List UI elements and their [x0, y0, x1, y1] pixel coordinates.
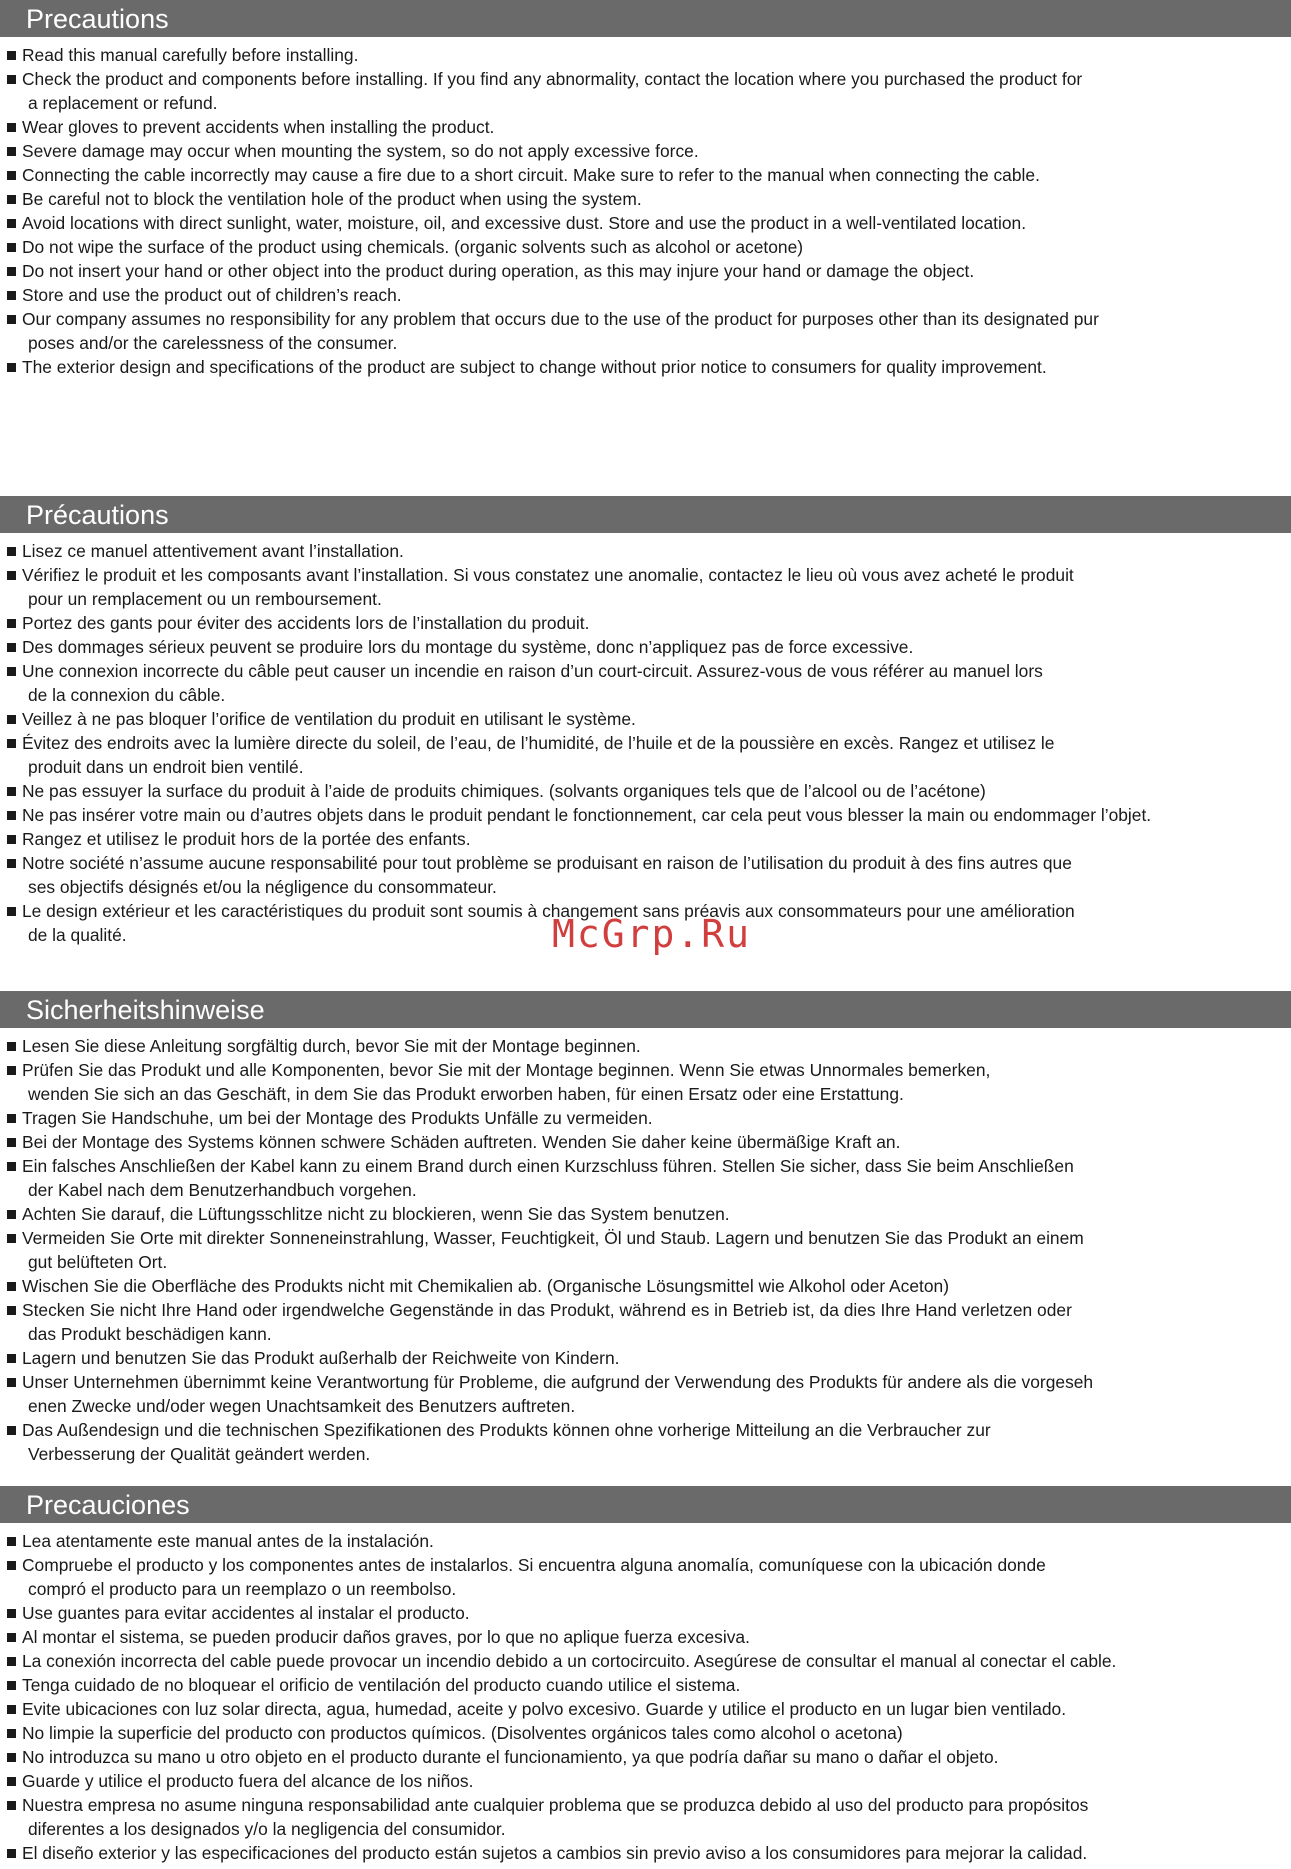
item-text: Tragen Sie Handschuhe, um bei der Montage des Produkts Unfälle zu vermeiden.	[22, 1108, 653, 1128]
item-text: Read this manual carefully before installing.	[22, 45, 359, 65]
square-bullet-icon	[7, 1705, 16, 1714]
item-text: Des dommages sérieux peuvent se produire lors du montage du système, donc n’appliquez pas de force excessive.	[22, 637, 914, 657]
item-text: Das Außendesign und die technischen Spezifikationen des Produkts können ohne vorherige Mitteilung an die Verbraucher zur	[22, 1420, 991, 1440]
item-text: El diseño exterior y las especificaciones del producto están sujetos a cambios sin previo aviso a los consumidores para mejorar la calidad.	[22, 1843, 1088, 1863]
item-text: Severe damage may occur when mounting the system, so do not apply excessive force.	[22, 141, 699, 161]
section-title: Sicherheitshinweise	[0, 991, 1291, 1028]
list-item	[0, 1154, 1291, 1202]
item-text: Rangez et utilisez le produit hors de la portée des enfants.	[22, 829, 471, 849]
item-text-continued: Verbesserung der Qualität geändert werden.	[28, 1444, 371, 1464]
list-item	[0, 1625, 1291, 1649]
list-item	[0, 803, 1291, 827]
list-item	[0, 827, 1291, 851]
item-text: No introduzca su mano u otro objeto en el producto durante el funcionamiento, ya que podría dañar su mano o dañar el objeto.	[22, 1747, 999, 1767]
item-text: Compruebe el producto y los componentes antes de instalarlos. Si encuentra alguna anomalía, comuníquese con la ubicación donde	[22, 1555, 1046, 1575]
item-text: Vermeiden Sie Orte mit direkter Sonneneinstrahlung, Wasser, Feuchtigkeit, Öl und Staub. Lagern und benutzen Sie das Produkt an einem	[22, 1228, 1084, 1248]
list-item	[0, 1841, 1291, 1865]
list-item	[0, 563, 1291, 611]
square-bullet-icon	[7, 1537, 16, 1546]
section-english	[0, 0, 1291, 379]
list-item	[0, 115, 1291, 139]
item-text-continued: diferentes a los designados y/o la negligencia del consumidor.	[28, 1819, 506, 1839]
square-bullet-icon	[7, 1042, 16, 1051]
section-title: Precautions	[0, 0, 1291, 37]
square-bullet-icon	[7, 243, 16, 252]
list-item	[0, 1274, 1291, 1298]
list-item	[0, 235, 1291, 259]
list-item	[0, 1226, 1291, 1274]
item-text: Guarde y utilice el producto fuera del alcance de los niños.	[22, 1771, 474, 1791]
item-text: Avoid locations with direct sunlight, water, moisture, oil, and excessive dust. Store and use the product in a well-ventilated location.	[22, 213, 1027, 233]
list-item	[0, 1130, 1291, 1154]
item-text: Achten Sie darauf, die Lüftungsschlitze nicht zu blockieren, wenn Sie das System benutzen.	[22, 1204, 730, 1224]
item-text: Une connexion incorrecte du câble peut causer un incendie en raison d’un court-circuit. Assurez-vous de vous référer au manuel lors	[22, 661, 1043, 681]
square-bullet-icon	[7, 1729, 16, 1738]
square-bullet-icon	[7, 267, 16, 276]
item-text: Evite ubicaciones con luz solar directa, agua, humedad, aceite y polvo excesivo. Guarde y utilice el producto en un lugar bien ventilado.	[22, 1699, 1067, 1719]
list-item	[0, 139, 1291, 163]
list-item	[0, 779, 1291, 803]
square-bullet-icon	[7, 1849, 16, 1858]
item-text: Vérifiez le produit et les composants avant l’installation. Si vous constatez une anomalie, contactez le lieu où vous avez acheté le produit	[22, 565, 1074, 585]
square-bullet-icon	[7, 643, 16, 652]
item-text-continued: de la connexion du câble.	[28, 685, 226, 705]
square-bullet-icon	[7, 811, 16, 820]
section-german	[0, 991, 1291, 1466]
item-text: Wischen Sie die Oberfläche des Produkts nicht mit Chemikalien ab. (Organische Lösungsmittel wie Alkohol oder Aceton)	[22, 1276, 949, 1296]
square-bullet-icon	[7, 1801, 16, 1810]
item-text: Unser Unternehmen übernimmt keine Verantwortung für Probleme, die aufgrund der Verwendung des Produkts für andere als die vorgeseh	[22, 1372, 1094, 1392]
list-item	[0, 259, 1291, 283]
list-item	[0, 283, 1291, 307]
list-item	[0, 1298, 1291, 1346]
item-text: Ne pas essuyer la surface du produit à l’aide de produits chimiques. (solvants organiques tels que de l’alcool ou de l’acétone)	[22, 781, 986, 801]
list-item	[0, 43, 1291, 67]
item-text-continued: der Kabel nach dem Benutzerhandbuch vorgehen.	[28, 1180, 417, 1200]
item-text: The exterior design and specifications of the product are subject to change without prior notice to consumers for quality improvement.	[22, 357, 1047, 377]
list-item	[0, 211, 1291, 235]
item-text: Use guantes para evitar accidentes al instalar el producto.	[22, 1603, 470, 1623]
square-bullet-icon	[7, 1753, 16, 1762]
list-item	[0, 307, 1291, 355]
list-item	[0, 707, 1291, 731]
item-text: Ein falsches Anschließen der Kabel kann zu einem Brand durch einen Kurzschluss führen. Stellen Sie sicher, dass Sie beim Anschließen	[22, 1156, 1074, 1176]
item-text-continued: gut belüfteten Ort.	[28, 1252, 168, 1272]
item-text: Wear gloves to prevent accidents when installing the product.	[22, 117, 495, 137]
square-bullet-icon	[7, 739, 16, 748]
list-item	[0, 731, 1291, 779]
item-text: Lesen Sie diese Anleitung sorgfältig durch, bevor Sie mit der Montage beginnen.	[22, 1036, 641, 1056]
item-text-continued: de la qualité.	[28, 925, 127, 945]
square-bullet-icon	[7, 1066, 16, 1075]
square-bullet-icon	[7, 291, 16, 300]
square-bullet-icon	[7, 315, 16, 324]
list-item	[0, 539, 1291, 563]
section-spanish	[0, 1486, 1291, 1865]
item-text: Do not wipe the surface of the product using chemicals. (organic solvents such as alcohol or acetone)	[22, 237, 804, 257]
square-bullet-icon	[7, 1681, 16, 1690]
square-bullet-icon	[7, 667, 16, 676]
list-item	[0, 187, 1291, 211]
list-item	[0, 1649, 1291, 1673]
list-item	[0, 67, 1291, 115]
item-text: Al montar el sistema, se pueden producir daños graves, por lo que no aplique fuerza excesiva.	[22, 1627, 750, 1647]
square-bullet-icon	[7, 1426, 16, 1435]
item-text: Our company assumes no responsibility for any problem that occurs due to the use of the product for purposes other than its designated pur	[22, 309, 1099, 329]
item-text: La conexión incorrecta del cable puede provocar un incendio debido a un cortocircuito. Asegúrese de consultar el manual al conectar el cable.	[22, 1651, 1117, 1671]
item-text-continued: enen Zwecke und/oder wegen Unachtsamkeit des Benutzers auftreten.	[28, 1396, 576, 1416]
item-text: Check the product and components before installing. If you find any abnormality, contact the location where you purchased the product for	[22, 69, 1083, 89]
square-bullet-icon	[7, 859, 16, 868]
list-item	[0, 1721, 1291, 1745]
square-bullet-icon	[7, 147, 16, 156]
item-text-continued: pour un remplacement ou un remboursement.	[28, 589, 382, 609]
square-bullet-icon	[7, 1114, 16, 1123]
square-bullet-icon	[7, 547, 16, 556]
square-bullet-icon	[7, 1234, 16, 1243]
item-text: Prüfen Sie das Produkt und alle Komponenten, bevor Sie mit der Montage beginnen. Wenn Sie etwas Unnormales bemerken,	[22, 1060, 991, 1080]
section-title: Précautions	[0, 496, 1291, 533]
square-bullet-icon	[7, 835, 16, 844]
list-item	[0, 1697, 1291, 1721]
list-item	[0, 163, 1291, 187]
square-bullet-icon	[7, 123, 16, 132]
list-item	[0, 1202, 1291, 1226]
list-item	[0, 1370, 1291, 1418]
item-text-continued: compró el producto para un reemplazo o un reembolso.	[28, 1579, 457, 1599]
item-text: Lagern und benutzen Sie das Produkt außerhalb der Reichweite von Kindern.	[22, 1348, 620, 1368]
square-bullet-icon	[7, 51, 16, 60]
item-text-continued: a replacement or refund.	[28, 93, 218, 113]
square-bullet-icon	[7, 1210, 16, 1219]
square-bullet-icon	[7, 1282, 16, 1291]
square-bullet-icon	[7, 1777, 16, 1786]
item-text-continued: poses and/or the carelessness of the consumer.	[28, 333, 398, 353]
item-text: Lisez ce manuel attentivement avant l’installation.	[22, 541, 404, 561]
item-text-continued: wenden Sie sich an das Geschäft, in dem Sie das Produkt erworben haben, für einen Ersatz oder eine Erstattung.	[28, 1084, 904, 1104]
item-text: Notre société n’assume aucune responsabilité pour tout problème se produisant en raison de l’utilisation du produit à des fins autres que	[22, 853, 1072, 873]
square-bullet-icon	[7, 1609, 16, 1618]
square-bullet-icon	[7, 1657, 16, 1666]
square-bullet-icon	[7, 363, 16, 372]
precaution-list	[0, 1034, 1291, 1466]
square-bullet-icon	[7, 219, 16, 228]
list-item	[0, 851, 1291, 899]
square-bullet-icon	[7, 75, 16, 84]
square-bullet-icon	[7, 1162, 16, 1171]
precaution-list	[0, 539, 1291, 947]
item-text: Stecken Sie nicht Ihre Hand oder irgendwelche Gegenstände in das Produkt, während es in Betrieb ist, da dies Ihre Hand verletzen oder	[22, 1300, 1072, 1320]
list-item	[0, 659, 1291, 707]
square-bullet-icon	[7, 619, 16, 628]
square-bullet-icon	[7, 1633, 16, 1642]
square-bullet-icon	[7, 571, 16, 580]
square-bullet-icon	[7, 1354, 16, 1363]
square-bullet-icon	[7, 715, 16, 724]
square-bullet-icon	[7, 907, 16, 916]
item-text-continued: ses objectifs désignés et/ou la négligence du consommateur.	[28, 877, 497, 897]
item-text: Tenga cuidado de no bloquear el orificio de ventilación del producto cuando utilice el sistema.	[22, 1675, 741, 1695]
item-text: Connecting the cable incorrectly may cause a fire due to a short circuit. Make sure to refer to the manual when connecting the cable.	[22, 165, 1040, 185]
square-bullet-icon	[7, 1306, 16, 1315]
square-bullet-icon	[7, 171, 16, 180]
list-item	[0, 355, 1291, 379]
precaution-list	[0, 1529, 1291, 1865]
item-text: Portez des gants pour éviter des accidents lors de l’installation du produit.	[22, 613, 590, 633]
list-item	[0, 1769, 1291, 1793]
item-text: Le design extérieur et les caractéristiques du produit sont soumis à changement sans préavis aux consommateurs pour une amélioration	[22, 901, 1075, 921]
item-text: Veillez à ne pas bloquer l’orifice de ventilation du produit en utilisant le système.	[22, 709, 636, 729]
item-text: Be careful not to block the ventilation hole of the product when using the system.	[22, 189, 642, 209]
list-item	[0, 1745, 1291, 1769]
item-text: No limpie la superficie del producto con productos químicos. (Disolventes orgánicos tales como alcohol o acetona)	[22, 1723, 903, 1743]
item-text: Évitez des endroits avec la lumière directe du soleil, de l’eau, de l’humidité, de l’huile et de la poussière en excès. Rangez et utilisez le	[22, 733, 1055, 753]
square-bullet-icon	[7, 195, 16, 204]
list-item	[0, 1418, 1291, 1466]
item-text: Do not insert your hand or other object into the product during operation, as this may injure your hand or damage the object.	[22, 261, 975, 281]
list-item	[0, 1058, 1291, 1106]
square-bullet-icon	[7, 787, 16, 796]
item-text: Store and use the product out of children’s reach.	[22, 285, 402, 305]
list-item	[0, 1793, 1291, 1841]
item-text: Lea atentamente este manual antes de la instalación.	[22, 1531, 434, 1551]
precaution-list	[0, 43, 1291, 379]
item-text-continued: das Produkt beschädigen kann.	[28, 1324, 272, 1344]
list-item	[0, 1529, 1291, 1553]
list-item	[0, 1673, 1291, 1697]
list-item	[0, 635, 1291, 659]
item-text: Bei der Montage des Systems können schwere Schäden auftreten. Wenden Sie daher keine übermäßige Kraft an.	[22, 1132, 901, 1152]
section-title: Precauciones	[0, 1486, 1291, 1523]
item-text: Nuestra empresa no asume ninguna responsabilidad ante cualquier problema que se produzca debido al uso del producto para propósitos	[22, 1795, 1089, 1815]
square-bullet-icon	[7, 1561, 16, 1570]
square-bullet-icon	[7, 1378, 16, 1387]
item-text: Ne pas insérer votre main ou d’autres objets dans le produit pendant le fonctionnement, car cela peut vous blesser la main ou endommager l’objet.	[22, 805, 1152, 825]
list-item	[0, 1346, 1291, 1370]
square-bullet-icon	[7, 1138, 16, 1147]
watermark: McGrp.Ru	[552, 912, 752, 956]
item-text-continued: produit dans un endroit bien ventilé.	[28, 757, 304, 777]
list-item	[0, 1106, 1291, 1130]
list-item	[0, 611, 1291, 635]
list-item	[0, 1601, 1291, 1625]
list-item	[0, 1553, 1291, 1601]
section-french	[0, 496, 1291, 947]
list-item	[0, 1034, 1291, 1058]
